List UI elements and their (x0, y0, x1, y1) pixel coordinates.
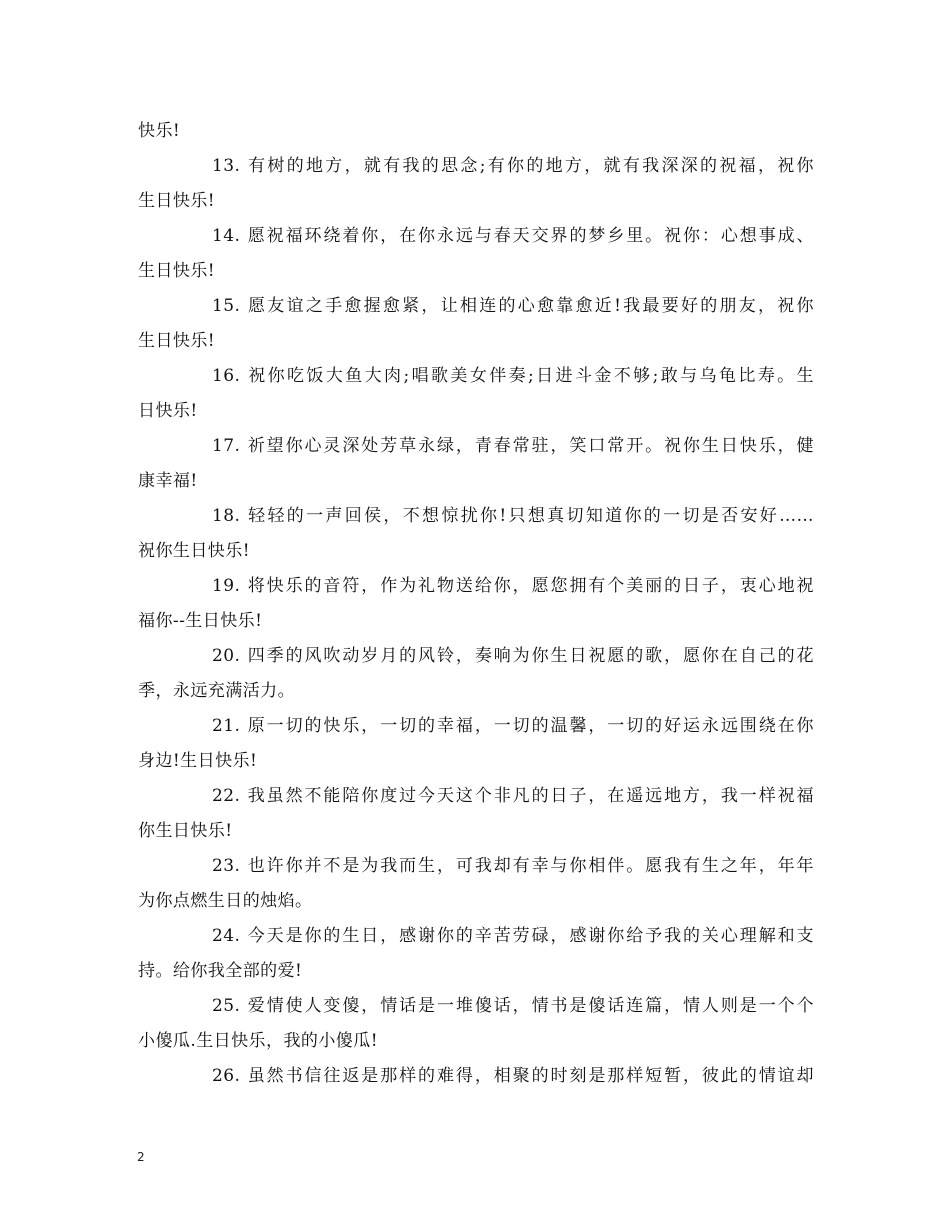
paragraph-line: 福你--生日快乐! (138, 611, 263, 631)
paragraph-line: 24. 今天是你的生日，感谢你的辛苦劳碌，感谢你给予我的关心理解和支 (212, 926, 814, 946)
paragraph-line: 为你点燃生日的烛焰。 (138, 891, 313, 911)
paragraph-line: 康幸福! (138, 471, 198, 491)
paragraph-line: 26. 虽然书信往返是那样的难得，相聚的时刻是那样短暂，彼此的情谊却 (212, 1066, 814, 1086)
paragraph-line: 生日快乐! (138, 191, 216, 211)
paragraph-line: 持。给你我全部的爱! (138, 961, 303, 981)
paragraph-line: 23. 也许你并不是为我而生，可我却有幸与你相伴。愿我有生之年，年年 (212, 856, 814, 876)
page-number: 2 (137, 1150, 145, 1164)
paragraph-line: 身边!生日快乐! (138, 751, 258, 771)
paragraph-line: 18. 轻轻的一声回侯，不想惊扰你!只想真切知道你的一切是否安好…… (212, 506, 814, 526)
paragraph-line: 季，永远充满活力。 (138, 681, 296, 701)
paragraph-line: 22. 我虽然不能陪你度过今天这个非凡的日子，在遥远地方，我一样祝福 (212, 786, 814, 806)
paragraph-line: 19. 将快乐的音符，作为礼物送给你，愿您拥有个美丽的日子，衷心地祝 (212, 576, 814, 596)
paragraph-line: 祝你生日快乐! (138, 541, 250, 561)
paragraph-line: 日快乐! (138, 401, 198, 421)
paragraph-line: 你生日快乐! (138, 821, 233, 841)
paragraph-line: 20. 四季的风吹动岁月的风铃，奏响为你生日祝愿的歌，愿你在自己的花 (212, 646, 814, 666)
paragraph-line: 17. 祈望你心灵深处芳草永绿，青春常驻，笑口常开。祝你生日快乐，健 (212, 436, 814, 456)
paragraph-line: 生日快乐! (138, 261, 216, 281)
paragraph-line: 16. 祝你吃饭大鱼大肉;唱歌美女伴奏;日进斗金不够;敢与乌龟比寿。生 (212, 366, 814, 386)
paragraph-line: 21. 原一切的快乐，一切的幸福，一切的温馨，一切的好运永远围绕在你 (212, 716, 814, 736)
paragraph-line: 生日快乐! (138, 331, 216, 351)
paragraph-line: 14. 愿祝福环绕着你，在你永远与春天交界的梦乡里。祝你：心想事成、 (212, 226, 814, 246)
paragraph-line: 25. 爱情使人变傻，情话是一堆傻话，情书是傻话连篇，情人则是一个个 (212, 996, 814, 1016)
paragraph-line: 小傻瓜.生日快乐，我的小傻瓜! (138, 1031, 378, 1051)
paragraph-line: 快乐! (138, 121, 181, 141)
paragraph-line: 13. 有树的地方，就有我的思念;有你的地方，就有我深深的祝福，祝你 (212, 156, 814, 176)
paragraph-line: 15. 愿友谊之手愈握愈紧，让相连的心愈靠愈近!我最要好的朋友，祝你 (212, 296, 814, 316)
